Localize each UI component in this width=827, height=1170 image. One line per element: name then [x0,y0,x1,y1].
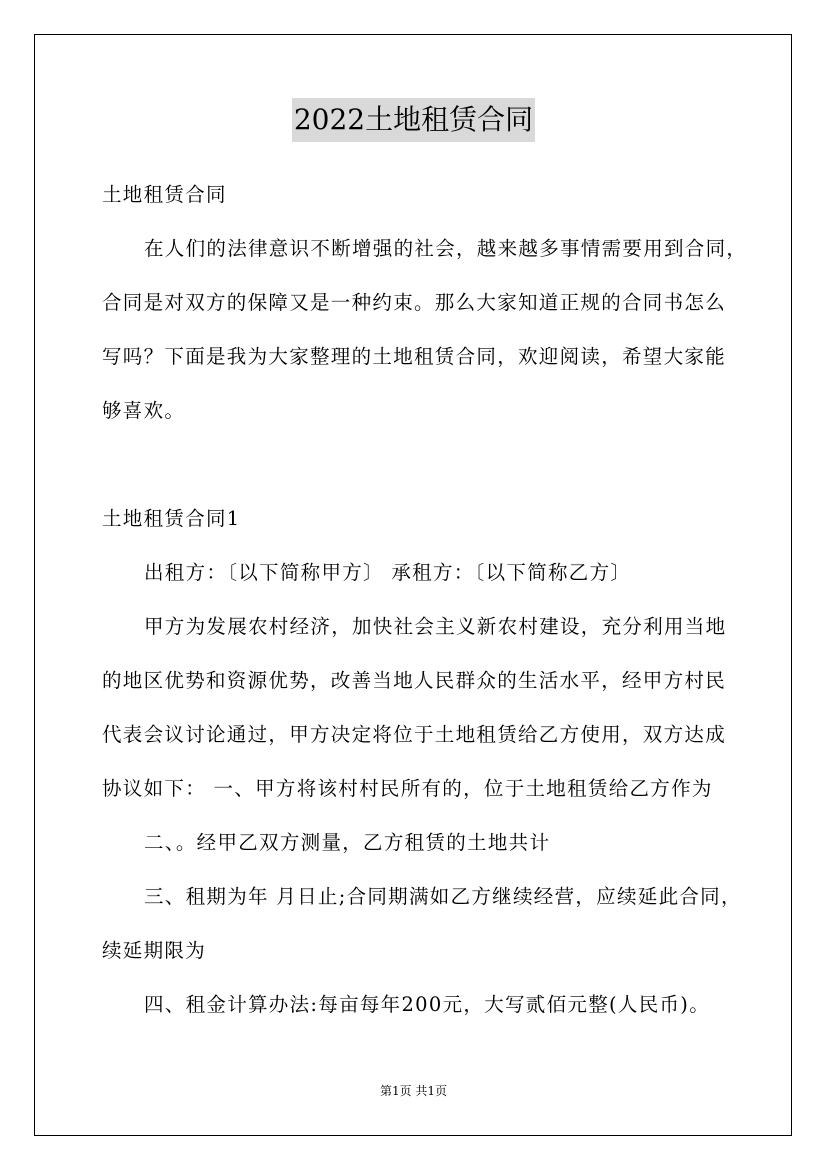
section-heading: 土地租赁合同 [102,183,227,206]
intro-line: 够喜欢。 [102,399,186,422]
document-title: 2022土地租赁合同 [292,98,535,142]
contract-heading: 土地租赁合同1 [102,507,241,530]
intro-line: 在人们的法律意识不断增强的社会，越来越多事情需要用到合同， [144,237,748,260]
purpose-line: 的地区优势和资源优势，改善当地人民群众的生活水平，经甲方村民 [102,669,727,692]
purpose-line: 代表会议讨论通过，甲方决定将位于土地租赁给乙方使用，双方达成 [102,723,727,746]
clause-3-line: 续延期限为 [102,939,207,962]
clause-3-line: 三、租期为年 月日止;合同期满如乙方继续经营，应续延此合同， [144,885,742,908]
intro-line: 写吗？下面是我为大家整理的土地租赁合同，欢迎阅读，希望大家能 [102,345,727,368]
clause-2: 二、。经甲乙双方测量，乙方租赁的土地共计 [144,831,551,854]
parties-line: 出租方：〔以下简称甲方〕 承租方：〔以下简称乙方〕 [144,561,632,584]
blank-line [102,438,752,492]
clause-4: 四、租金计算办法:每亩每年200元，大写贰佰元整(人民币)。 [144,993,711,1016]
document-body [102,168,752,1032]
intro-line: 合同是对双方的保障又是一种约束。那么大家知道正规的合同书怎么 [102,291,727,314]
page-footer: 第1页 共1页 [379,1084,448,1098]
purpose-line: 协议如下： 一、甲方将该村村民所有的，位于土地租赁给乙方作为 [102,777,713,800]
title-container [0,98,827,142]
purpose-line: 甲方为发展农村经济，加快社会主义新农村建设，充分利用当地 [144,615,727,638]
